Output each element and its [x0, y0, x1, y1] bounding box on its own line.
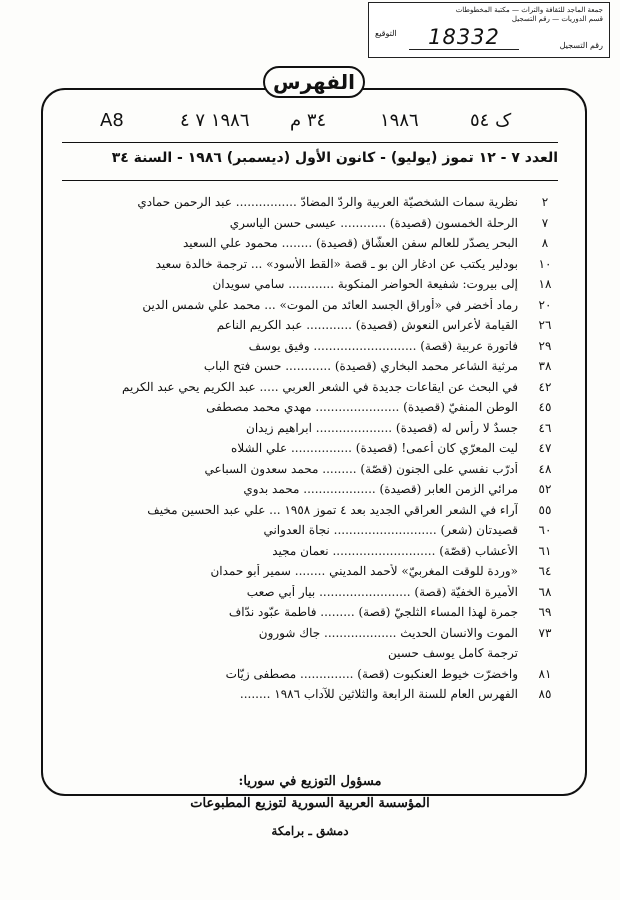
toc-entry-text: جمرة لهذا المساء الثلجيّ (قصة) ......... فاطمة عبّود ندّاف [228, 605, 518, 619]
toc-page-number: ٦٠ [538, 523, 552, 537]
toc-entry-text: الفهرس العام للسنة الرابعة والثلاثين للآداب ١٩٨٦ ........ [239, 687, 518, 701]
toc-entry-text: آراء في الشعر العراقي الجديد بعد ٤ تموز ١٩٥٨ ... علي عبد الحسين مخيف [147, 502, 518, 517]
toc-page-number: ٢ [541, 195, 549, 209]
toc-row [62, 338, 558, 359]
toc-page-number: ٤٢ [538, 379, 552, 394]
toc-row [62, 440, 558, 461]
toc-entry-text: مرائي الزمن العابر (قصيدة) ................... محمد بدوي [243, 482, 518, 496]
table-of-contents [62, 194, 558, 707]
toc-row [62, 358, 558, 379]
toc-row [62, 379, 558, 400]
toc-page-number: ٨٥ [538, 687, 552, 701]
toc-row [62, 686, 558, 707]
toc-entry-text: واخضرّت خيوط العنكبوت (قصة) .............. مصطفى زيّات [225, 666, 518, 681]
toc-row [62, 666, 558, 687]
toc-page-number: ٨ [541, 236, 549, 250]
toc-entry-text: رماد أخضر في «أوراق الجسد العائد من الموت» ... محمد علي شمس الدين [142, 297, 518, 312]
toc-page-number: ٦٨ [538, 584, 552, 599]
toc-entry-text: قصيدتان (شعر) ........................... نجاة العدواني [263, 523, 518, 537]
toc-page-number: ٥٢ [538, 482, 552, 496]
toc-entry-text: في البحث عن ايقاعات جديدة في الشعر العربي ..... عبد الكريم يحي عبد الكريم [122, 379, 518, 394]
toc-page-number: ٧ [541, 215, 549, 230]
toc-entry-text: ليت المعرّي كان أعمى! (قصيدة) ................ علي الشلاه [231, 441, 518, 455]
toc-entry-text: البحر يصدّر للعالم سفن العشّاق (قصيدة) ........ محمود علي السعيد [183, 236, 518, 250]
stamp-label: التوقيع [375, 29, 397, 38]
toc-row [62, 297, 558, 318]
library-stamp [368, 2, 610, 58]
toc-entry-text: نظرية سمات الشخصيّة العربية والردّ المضادّ ................ عبد الرحمن حمادي [137, 195, 518, 209]
toc-page-number: ١٨ [538, 277, 552, 291]
toc-row [62, 625, 558, 646]
toc-row [62, 235, 558, 256]
toc-entry-text: بودلير يكتب عن ادغار الن بو ـ قصة «القط الأسود» ... ترجمة خالدة سعيد [155, 256, 518, 271]
distribution-org: المؤسسة العربية السورية لتوزيع المطبوعات [190, 796, 430, 811]
handwritten-note-c: ٣٤ م [290, 110, 327, 131]
toc-entry-text: الأعشاب (قصّة) ........................... نعمان مجيد [272, 543, 518, 558]
toc-page-number: ٣٨ [538, 359, 552, 373]
stamp-line-1: جمعة الماجد للثقافة والتراث — مكتبة المخطوطات [455, 6, 603, 14]
toc-page-number: ٦٩ [538, 605, 552, 619]
handwritten-note-d: ١٩٨٦ [380, 110, 419, 131]
issue-line: العدد ٧ - ١٢ تموز (يوليو) - كانون الأول (ديسمبر) ١٩٨٦ - السنة ٣٤ [111, 150, 558, 166]
stamp-signature: رقم التسجيل [559, 41, 603, 50]
toc-page-number: ٥٥ [538, 502, 552, 517]
stamp-line-2: قسم الدوريات — رقم التسجيل [511, 15, 603, 23]
toc-entry-text: مرثية الشاعر محمد البخاري (قصيدة) ............ حسن فتح الباب [203, 359, 518, 373]
toc-page-number: ١٠ [538, 256, 552, 271]
toc-row [62, 584, 558, 605]
handwritten-note-b: ١٩٨٦ ٧ ٤ [180, 110, 250, 131]
toc-page-number: ٨١ [538, 666, 552, 681]
toc-entry-text: الرحلة الخمسون (قصيدة) ............ عيسى حسن الياسري [229, 215, 518, 230]
page-title: الفهرس [263, 66, 365, 98]
toc-row [62, 399, 558, 420]
toc-row [62, 604, 558, 625]
toc-page-number: ٤٨ [538, 461, 552, 476]
toc-row [62, 481, 558, 502]
toc-row [62, 420, 558, 441]
toc-row [62, 276, 558, 297]
toc-page-number: ٧٣ [538, 625, 552, 640]
toc-entry-text: الوطن المنفيّ (قصيدة) ...................... مهدي محمد مصطفى [206, 400, 518, 414]
toc-row [62, 502, 558, 523]
distribution-heading: مسؤول التوزيع في سوريا: [238, 774, 382, 789]
toc-row [62, 317, 558, 338]
toc-page-number: ٤٦ [538, 420, 552, 435]
toc-row [62, 256, 558, 277]
toc-row [62, 563, 558, 584]
toc-page-number: ٤٧ [538, 441, 552, 455]
toc-entry-text: فاتورة عربية (قصة) ........................... وفيق يوسف [248, 338, 518, 353]
toc-entry-text: «وردة للوقت المغربيّ» لأحمد المديني ........ سمير أبو حمدان [210, 564, 518, 578]
toc-row [62, 194, 558, 215]
toc-entry-text: الموت والانسان الحديث ................... جاك شورون [258, 625, 518, 640]
toc-entry-text: الأميرة الخفيّة (قصة) ........................ بيار أبي صعب [246, 584, 518, 599]
toc-entry-text: جسدٌ لا رأس له (قصيدة) .................... ابراهيم زيدان [246, 420, 518, 435]
toc-page-number: ٤٥ [538, 400, 552, 414]
handwritten-note-e: ک ٥٤ [470, 110, 512, 131]
toc-entry-text: ترجمة كامل يوسف حسين [388, 646, 518, 660]
toc-row [62, 461, 558, 482]
toc-page-number: ٢٩ [538, 338, 552, 353]
divider-top [62, 142, 558, 143]
toc-entry-text: أدرّب نفسي على الجنون (قصّة) ......... محمد سعدون السباعي [204, 461, 518, 476]
toc-row [62, 645, 558, 666]
distribution-city: دمشق ـ برامكة [271, 824, 349, 838]
toc-row [62, 522, 558, 543]
handwritten-note-a: A8 [100, 110, 124, 131]
toc-row [62, 543, 558, 564]
registration-number: 18332 [409, 25, 519, 50]
divider-issue [62, 180, 558, 181]
toc-row [62, 215, 558, 236]
toc-page-number: ٦١ [538, 543, 552, 558]
toc-page-number: ٦٤ [538, 564, 552, 578]
toc-page-number: ٢٦ [538, 318, 552, 332]
toc-entry-text: إلى بيروت: شفيعة الحواضر المنكوبة ............ سامي سويدان [212, 277, 518, 291]
toc-page-number: ٢٠ [538, 297, 552, 312]
toc-entry-text: القيامة لأعراس النعوش (قصيدة) ............ عبد الكريم الناعم [216, 318, 518, 332]
